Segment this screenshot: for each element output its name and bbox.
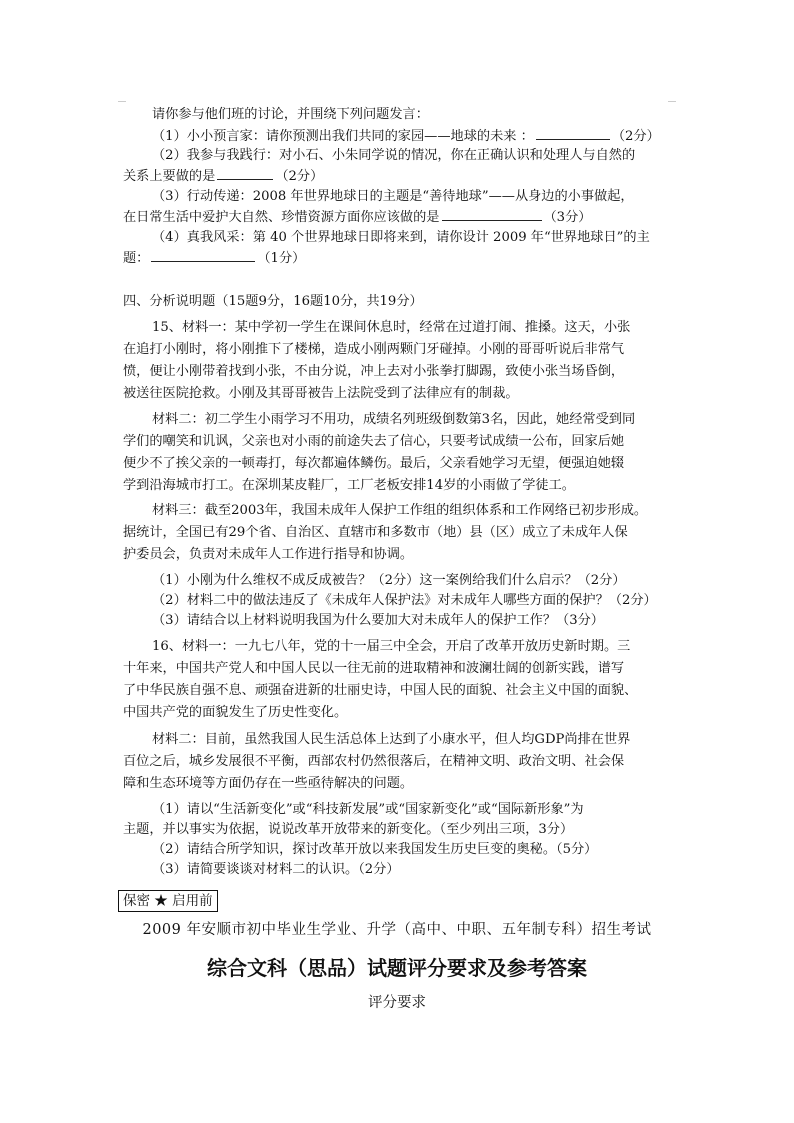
q15-material-2-line: 便少不了挨父亲的一顿毒打，每次都遍体鳞伤。最后，父亲看她学习无望，便强迫她辍 — [123, 456, 625, 471]
question-1-text: （1）小小预言家：请你预测出我们共同的家园——地球的未来 ： — [152, 129, 534, 144]
question-2-text: 关系上要做的是 — [123, 169, 216, 184]
exam-title: 2009 年安顺市初中毕业生学业、升学（高中、中职、五年制专科）招生考试 — [142, 922, 652, 938]
q15-question: （3）请结合以上材料说明我国为什么要加大对未成年人的保护工作？（3分） — [152, 613, 604, 628]
q15-material-1-line: 被送往医院抢救。小刚及其哥哥被告上法院受到了法律应有的制裁。 — [123, 386, 519, 401]
question-4-line-1: （4）真我风采：第 40 个世界地球日即将来到，请你设计 2009 年“世界地球日”的主 — [152, 230, 650, 245]
question-score: （2分） — [611, 129, 660, 144]
question-2-line-1: （2）我参与我践行：对小石、小朱同学说的情况，你在正确认识和处理人与自然的 — [152, 148, 636, 163]
answer-blank — [217, 166, 273, 180]
confidential-stamp: 保密 ★ 启用前 — [118, 890, 218, 912]
scoring-requirements-heading: 评分要求 — [368, 995, 426, 1011]
question-1 — [152, 126, 660, 147]
question-4-line-2 — [123, 248, 305, 269]
question-score: （2分） — [275, 169, 324, 184]
q15-material-2-line: 学到沿海城市打工。在深圳某皮鞋厂，工厂老板安排14岁的小雨做了学徒工。 — [123, 478, 575, 493]
q16-question: （1）请以“生活新变化”或“科技新发展”或“国家新变化”或“国际新形象”为 — [152, 802, 584, 817]
q16-question: （3）请简要谈谈对材料二的认识。（2分） — [152, 862, 400, 877]
q15-question: （1）小刚为什么维权不成反成被告？（2分）这一案例给我们什么启示？（2分） — [152, 573, 626, 588]
q16-material-1-line: 了中华民族自强不息、顽强奋进新的壮丽史诗，中国人民的面貌、社会主义中国的面貌、 — [123, 683, 638, 698]
q15-material-2-line: 学们的嘲笑和讥讽，父亲也对小雨的前途失去了信心，只要考试成绩一公布，回家后她 — [123, 434, 625, 449]
question-2-line-2 — [123, 166, 323, 187]
q15-material-2-line: 材料二：初二学生小雨学习不用功，成绩名列班级倒数第3名，因此，她经常受到同 — [152, 412, 636, 427]
q16-material-1-line: 16、材料一：一九七八年，党的十一届三中全会，开启了改革开放历史新时期。三 — [152, 639, 631, 654]
section-4-title: 四、分析说明题（15题9分，16题10分，共19分） — [123, 294, 423, 309]
answer-blank — [536, 126, 610, 140]
q16-material-1-line: 中国共产党的面貌发生了历史性变化。 — [123, 705, 348, 720]
q16-material-2-line: 障和生态环境等方面仍存在一些亟待解决的问题。 — [123, 776, 414, 791]
q16-question: 主题，并以事实为依据，说说改革开放带来的新变化。（至少列出三项，3分） — [123, 822, 574, 837]
corner-mark-left — [118, 101, 126, 102]
q16-material-2-line: 百位之后，城乡发展很不平衡，西部农村仍然很落后，在精神文明、政治文明、社会保 — [123, 754, 625, 769]
q16-material-2-line: 材料二：目前，虽然我国人民生活总体上达到了小康水平，但人均GDP尚排在世界 — [152, 732, 631, 747]
q15-material-3-line: 材料三：截至2003年，我国未成年人保护工作组的组织体系和工作网络已初步形成。 — [152, 503, 648, 518]
q15-question: （2）材料二中的做法违反了《未成年人保护法》对未成年人哪些方面的保护？（2分） — [152, 593, 657, 608]
question-3-text: 在日常生活中爱护大自然、珍惜资源方面你应该做的是 — [123, 210, 440, 225]
q15-material-1-line: 15、材料一：某中学初一学生在课间休息时，经常在过道打闹、推搡。这天，小张 — [152, 320, 631, 335]
question-3-line-2 — [123, 207, 591, 228]
answer-key-title: 综合文科（思品）试题评分要求及参考答案 — [207, 956, 587, 980]
discussion-intro: 请你参与他们班的讨论，并围绕下列问题发言： — [152, 107, 429, 122]
q15-material-1-line: 在追打小刚时，将小刚推下了楼梯，造成小刚两颗门牙碰掉。小刚的哥哥听说后非常气 — [123, 342, 625, 357]
question-4-text: 题： — [123, 251, 150, 266]
q15-material-1-line: 愤，便让小刚带着找到小张，不由分说，冲上去对小张拳打脚踢，致使小张当场昏倒， — [123, 364, 625, 379]
q16-material-1-line: 十年来，中国共产党人和中国人民以一往无前的进取精神和波澜壮阔的创新实践，谱写 — [123, 661, 625, 676]
q15-material-3-line: 据统计，全国已有29个省、自治区、直辖市和多数市（地）县（区）成立了未成年人保 — [123, 525, 628, 540]
answer-blank — [151, 248, 255, 262]
question-score: （1分） — [257, 251, 306, 266]
q16-question: （2）请结合所学知识，探讨改革开放以来我国发生历史巨变的奥秘。（5分） — [152, 842, 598, 857]
q15-material-3-line: 护委员会，负责对未成年人工作进行指导和协调。 — [123, 547, 414, 562]
answer-blank — [442, 207, 542, 221]
question-3-line-1: （3）行动传递：2008 年世界地球日的主题是“善待地球”——从身边的小事做起， — [152, 189, 634, 204]
corner-mark-right — [668, 101, 676, 102]
question-score: （3分） — [543, 210, 592, 225]
